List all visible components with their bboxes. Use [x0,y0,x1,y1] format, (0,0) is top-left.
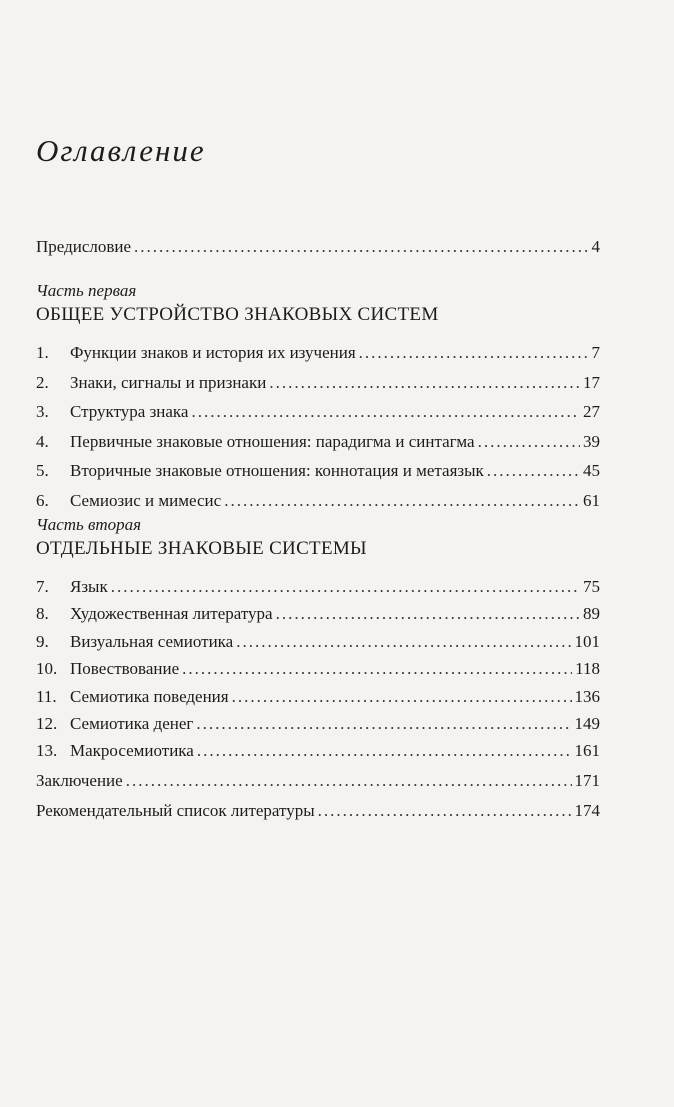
leader-dots [182,658,572,680]
leader-dots [197,740,572,762]
leader-dots [276,603,580,625]
part-one-label: Часть первая [36,281,137,300]
page-title: Оглавление [36,132,206,168]
toc-entry[interactable] [36,342,600,364]
toc-entry-page: 39 [583,431,600,451]
toc-entry-label: Заключение [36,771,123,790]
toc-entry-number: 11. [36,686,57,706]
toc-entry-label: Визуальная семиотика [70,631,234,651]
toc-entry-number: 13. [36,741,58,761]
leader-dots [487,460,580,482]
leader-dots [126,770,572,792]
toc-entry-number: 4. [36,431,49,451]
leader-dots [236,631,571,653]
leader-dots [269,372,580,394]
bleed-through-heading [545,120,555,154]
toc-entry-page: 89 [583,604,600,624]
toc-entry-page: 7 [591,343,600,362]
toc-entry-label: Рекомендательный список литературы [36,801,315,820]
toc-entry-number: 1. [36,343,49,362]
toc-entry-label: Функции знаков и история их изучения [70,343,356,362]
toc-entry[interactable] [36,713,600,735]
toc-entry-page: 101 [574,631,600,651]
leader-dots [478,431,580,453]
toc-entry-page: 171 [574,771,600,790]
toc-entry-label: Повествование [70,659,180,679]
leader-dots [111,576,580,598]
toc-entry-number: 12. [36,714,58,733]
toc-entry-page: 27 [583,402,600,422]
toc-entry-label: Семиотика поведения [70,686,229,706]
part-two-label: Часть вторая [36,515,142,534]
toc-entry-label: Вторичные знаковые отношения: коннотация и метаязык [70,461,484,481]
toc-entry-conclusion[interactable] [36,770,600,792]
leader-dots [191,401,580,423]
toc-entry[interactable] [36,490,600,512]
toc-entry-label: Художественная литература [70,604,273,624]
toc-entry-label: Семиотика денег [70,714,194,733]
toc-entry-label: Язык [70,577,108,596]
toc-entry-label: Предисловие [36,237,132,256]
leader-dots [224,490,580,512]
toc-entry-number: 2. [36,372,49,392]
leader-dots [359,342,589,364]
toc-entry-preface[interactable] [36,236,600,258]
toc-entry-page: 136 [574,686,600,706]
toc-entry-number: 10. [36,659,58,679]
toc-entry[interactable] [36,686,600,708]
toc-entry-number: 6. [36,491,49,510]
toc-entry-label: Первичные знаковые отношения: парадигма и синтагма [70,431,475,451]
toc-entry-page: 149 [574,714,600,733]
toc-entry[interactable] [36,576,600,598]
leader-dots [134,236,588,258]
toc-entry-bibliography[interactable] [36,800,600,822]
leader-dots [318,800,572,822]
leader-dots [232,686,572,708]
toc-entry-label: Знаки, сигналы и признаки [70,372,267,392]
toc-entry-number: 3. [36,402,49,422]
toc-entry-page: 61 [583,491,600,510]
part-one-title: ОБЩЕЕ УСТРОЙСТВО ЗНАКОВЫХ СИСТЕМ [36,304,439,325]
toc-entry[interactable] [36,401,600,423]
toc-entry-page: 17 [583,372,600,392]
toc-entry[interactable] [36,431,600,453]
toc-entry[interactable] [36,603,600,625]
toc-entry-label: Макросемиотика [70,741,194,761]
leader-dots [196,713,571,735]
toc-entry-page: 4 [591,237,600,256]
toc-entry-page: 174 [574,801,600,820]
toc-entry-number: 8. [36,604,49,624]
toc-entry-page: 161 [574,741,600,761]
toc-entry-number: 5. [36,461,49,481]
part-two-title: ОТДЕЛЬНЫЕ ЗНАКОВЫЕ СИСТЕМЫ [36,538,367,559]
toc-entry[interactable] [36,460,600,482]
toc-entry-label: Структура знака [70,402,189,422]
toc-entry-page: 118 [575,659,600,679]
toc-entry-number: 7. [36,577,49,596]
toc-entry-page: 45 [583,461,600,481]
toc-entry[interactable] [36,740,600,762]
toc-entry[interactable] [36,372,600,394]
toc-entry-page: 75 [583,577,600,596]
toc-entry-number: 9. [36,631,49,651]
toc-entry-label: Семиозис и мимесис [70,491,222,510]
toc-entry[interactable] [36,658,600,680]
toc-entry[interactable] [36,631,600,653]
